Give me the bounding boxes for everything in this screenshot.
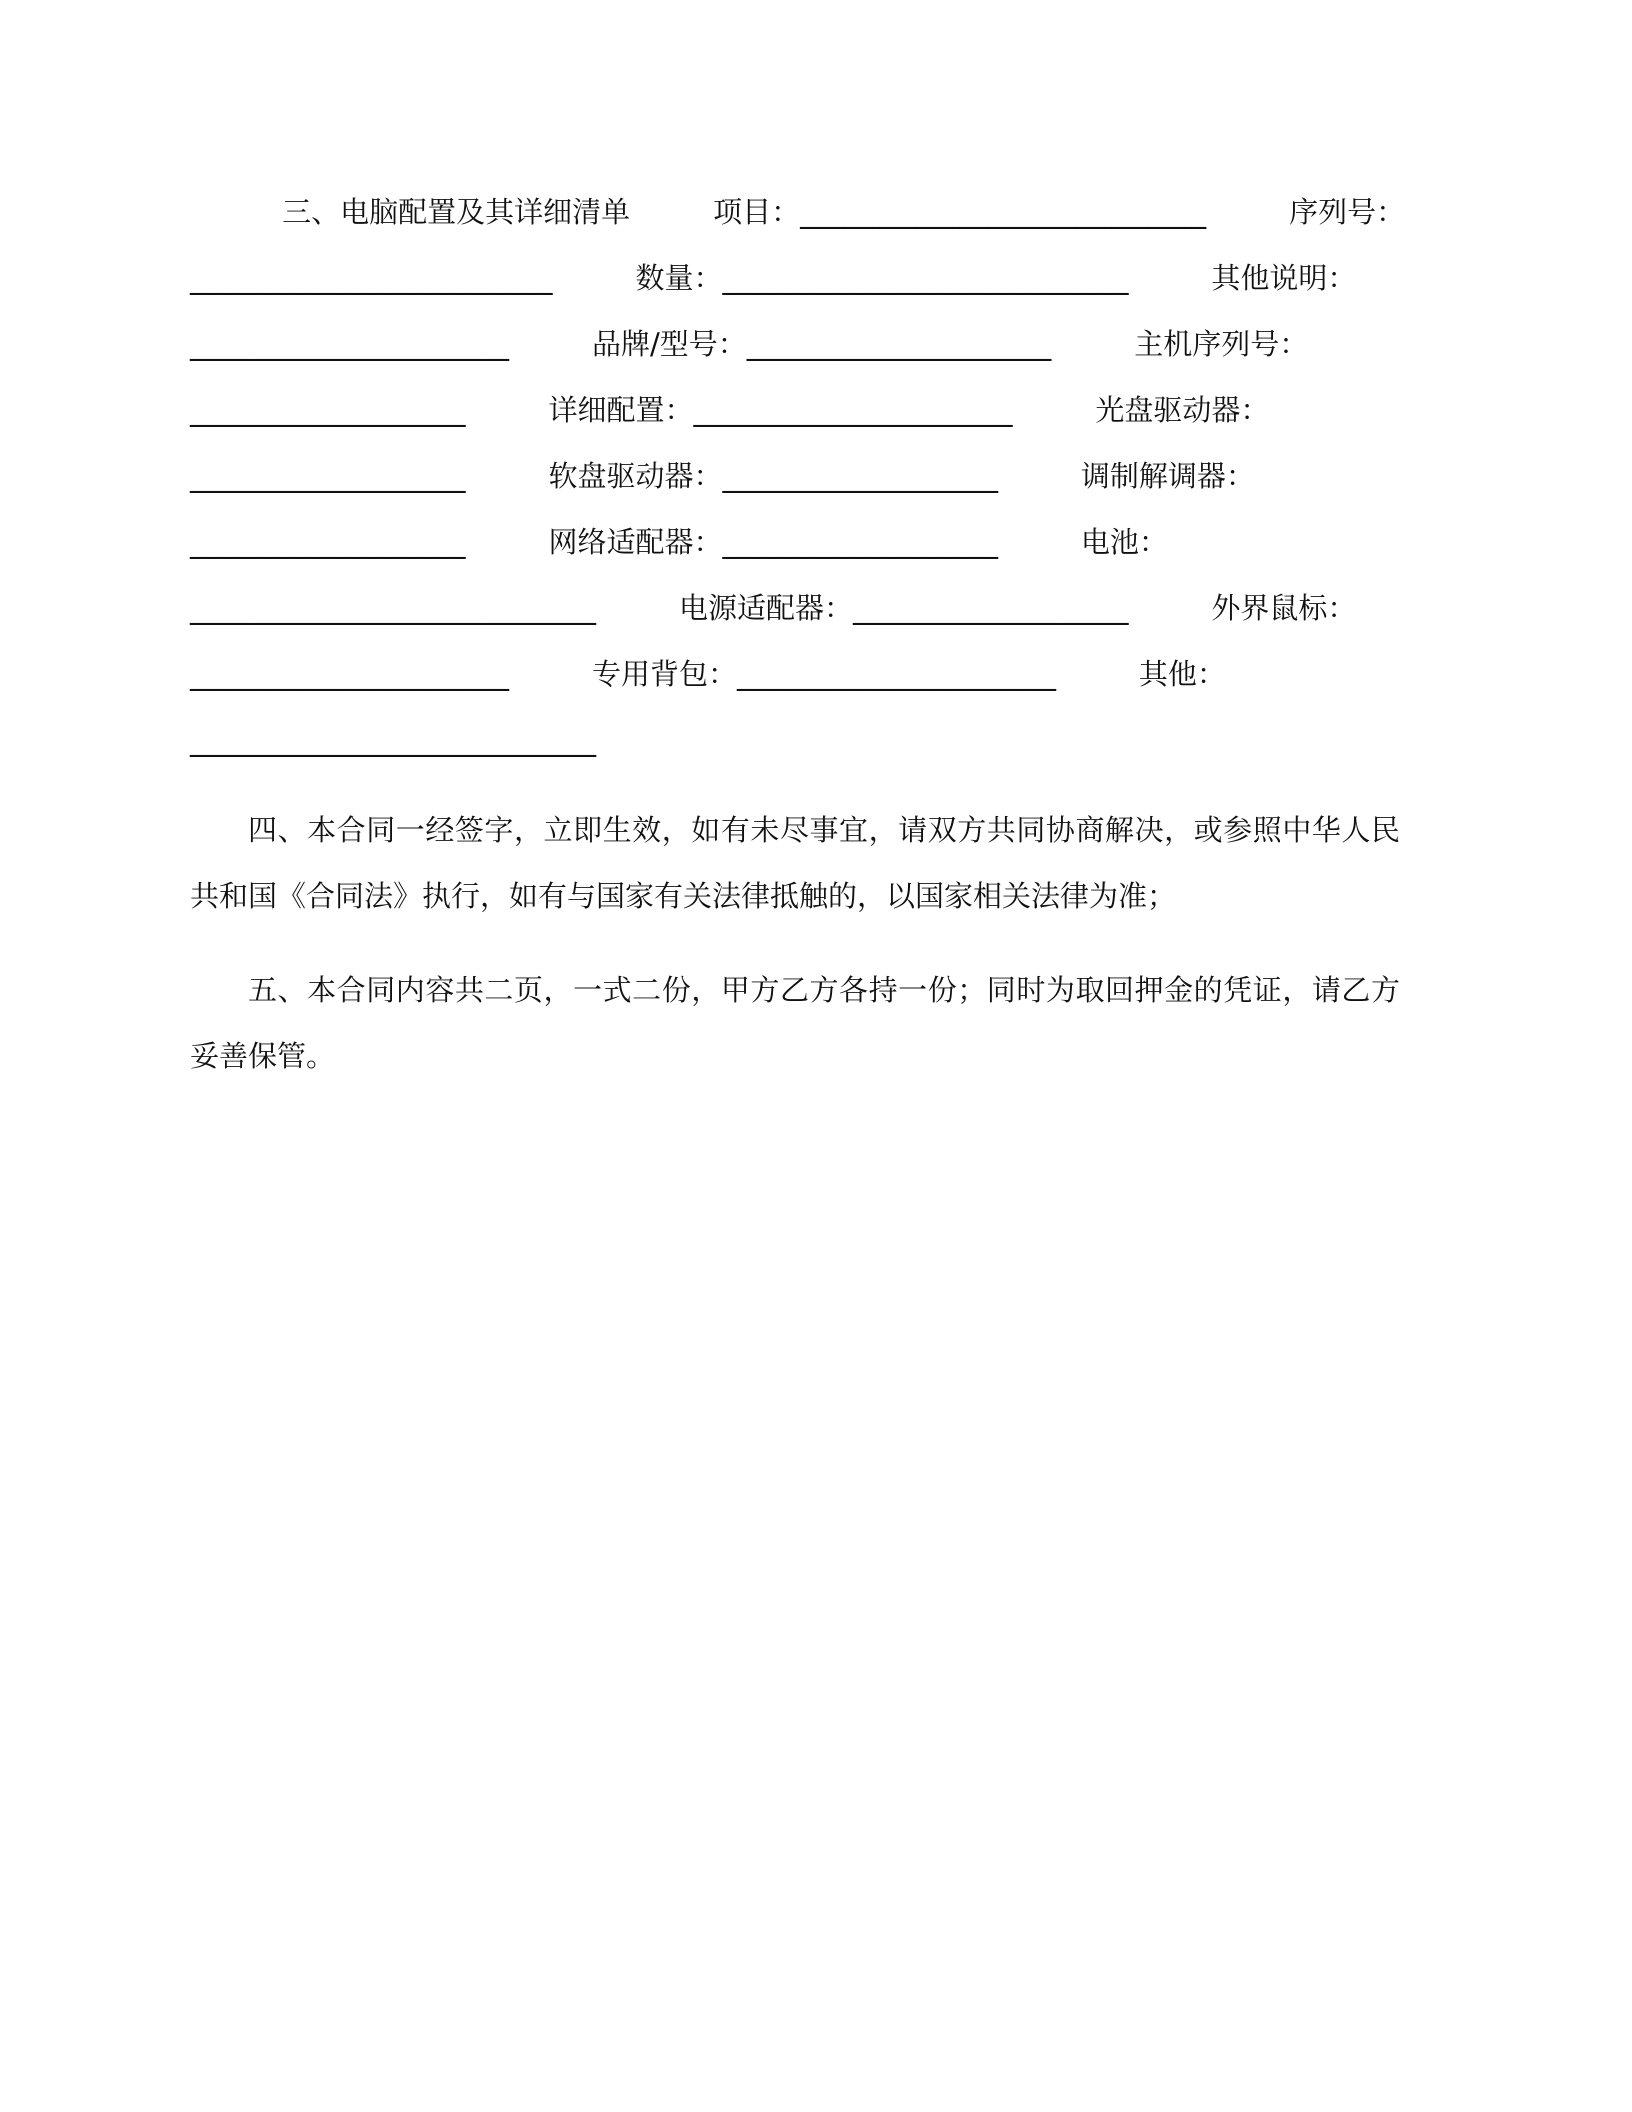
- clause-four-text: 四、本合同一经签字，立即生效，如有未尽事宜，请双方共同协商解决，或参照中华人民共和国《合同法》执行，如有与国家有关法律抵触的，以国家相关法律为准；: [190, 813, 1400, 913]
- clause-four-paragraph: [190, 797, 1400, 929]
- section3-line-8: ______________________ 专用背包：______________________ 其他：: [190, 657, 1226, 691]
- section3-line-4: ___________________ 详细配置：______________________ 光盘驱动器：: [190, 393, 1270, 427]
- section3-line-6: ___________________ 网络适配器：___________________ 电池：: [190, 525, 1168, 559]
- section3-line-2: _________________________ 数量：____________________________ 其他说明：: [190, 261, 1357, 295]
- section3-line-5: ___________________ 软盘驱动器：___________________ 调制解调器：: [190, 459, 1255, 493]
- section3-line-9: ____________________________: [190, 723, 596, 757]
- clause-five-text: 五、本合同内容共二页，一式二份，甲方乙方各持一份；同时为取回押金的凭证，请乙方妥善保管。: [190, 973, 1400, 1073]
- section3-line-3: ______________________ 品牌/型号：_____________________ 主机序列号：: [190, 327, 1309, 361]
- section3-line-7: ____________________________ 电源适配器：___________________ 外界鼠标：: [190, 591, 1357, 625]
- section3-line-1: 三、电脑配置及其详细清单 项目：____________________________ 序列号：: [190, 195, 1406, 229]
- clause-five-paragraph: [190, 957, 1400, 1089]
